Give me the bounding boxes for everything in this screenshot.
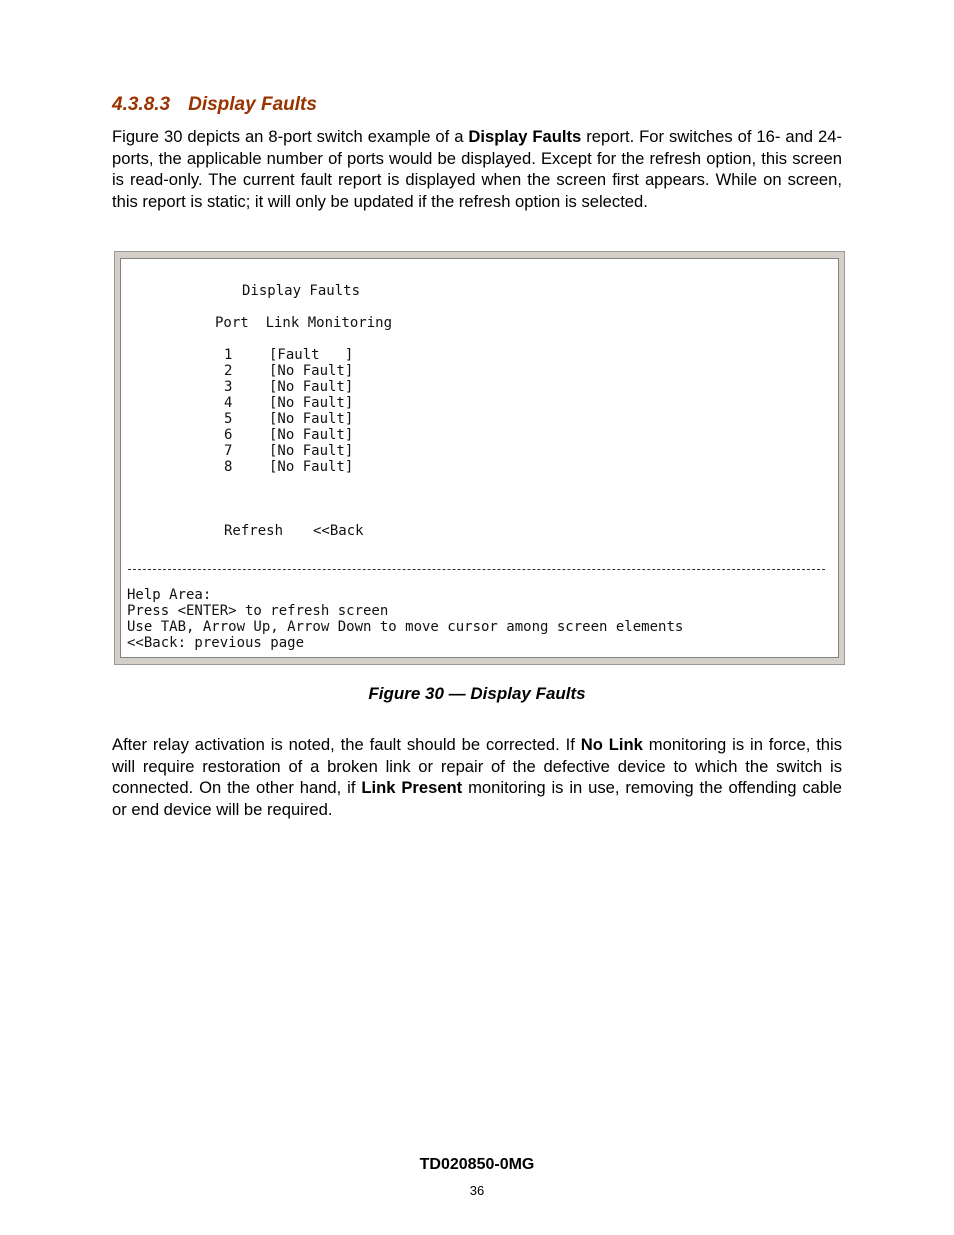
section-number: 4.3.8.3 xyxy=(112,94,171,115)
column-link-monitoring: Link Monitoring xyxy=(265,315,393,331)
intro-text-2: report. For switches of 16- and 24-ports, the applicable number of ports would be displayed. Except for the refresh option, this screen is read-only. The current fault report is displayed when the screen first appears. While on screen, this report is static; it will only be updated if the refresh option is selected. xyxy=(112,127,842,211)
body-bold-no-link: No Link xyxy=(580,735,643,754)
body-text-3: monitoring is in use, removing the offending cable or end device will be required. xyxy=(112,778,842,819)
port-row xyxy=(224,427,354,443)
port-status: [No Fault] xyxy=(269,363,354,379)
refresh-button[interactable]: Refresh xyxy=(224,523,284,539)
port-status: [No Fault] xyxy=(269,459,354,475)
port-status: [No Fault] xyxy=(269,427,354,443)
page-number: 36 xyxy=(469,1183,485,1198)
column-port: Port xyxy=(215,315,249,331)
port-row xyxy=(224,395,354,411)
port-status: [No Fault] xyxy=(269,443,354,459)
port-row xyxy=(224,443,354,459)
document-code: TD020850-0MG xyxy=(419,1156,535,1173)
port-number: 5 xyxy=(224,411,233,427)
help-divider xyxy=(128,569,825,570)
port-number: 3 xyxy=(224,379,233,395)
port-number: 7 xyxy=(224,443,233,459)
help-area xyxy=(127,587,683,651)
port-status: [Fault ] xyxy=(269,347,354,363)
port-row xyxy=(224,347,354,363)
port-row xyxy=(224,379,354,395)
intro-bold-display-faults: Display Faults xyxy=(468,127,582,146)
port-row xyxy=(224,459,354,475)
section-heading xyxy=(112,94,317,116)
port-number: 4 xyxy=(224,395,233,411)
port-row xyxy=(224,411,354,427)
terminal-title: Display Faults xyxy=(242,283,361,299)
body-text-1: After relay activation is noted, the fault should be corrected. If xyxy=(112,735,581,754)
help-line: <<Back: previous page xyxy=(127,635,305,651)
terminal-column-headers xyxy=(215,315,392,331)
help-title: Help Area: xyxy=(127,587,212,603)
help-line: Press <ENTER> to refresh screen xyxy=(127,603,389,619)
intro-paragraph xyxy=(112,126,842,212)
terminal-screenshot-frame xyxy=(114,251,845,665)
port-status: [No Fault] xyxy=(269,395,354,411)
port-status: [No Fault] xyxy=(269,379,354,395)
port-number: 2 xyxy=(224,363,233,379)
port-row xyxy=(224,363,354,379)
port-number: 6 xyxy=(224,427,233,443)
figure-caption: Figure 30 — Display Faults xyxy=(368,684,586,703)
intro-text-1: Figure 30 depicts an 8-port switch example of a xyxy=(112,127,469,146)
back-button[interactable]: <<Back xyxy=(313,523,364,539)
port-number: 1 xyxy=(224,347,233,363)
body-paragraph xyxy=(112,734,842,820)
body-text-2: monitoring is in force, this will require restoration of a broken link or repair of the defective device to which the switch is connected. On the other hand, if xyxy=(112,735,843,797)
port-status: [No Fault] xyxy=(269,411,354,427)
body-bold-link-present: Link Present xyxy=(361,778,463,797)
help-line: Use TAB, Arrow Up, Arrow Down to move cursor among screen elements xyxy=(127,619,684,635)
port-number: 8 xyxy=(224,459,233,475)
section-title: Display Faults xyxy=(188,94,317,115)
terminal-screen xyxy=(120,258,839,658)
